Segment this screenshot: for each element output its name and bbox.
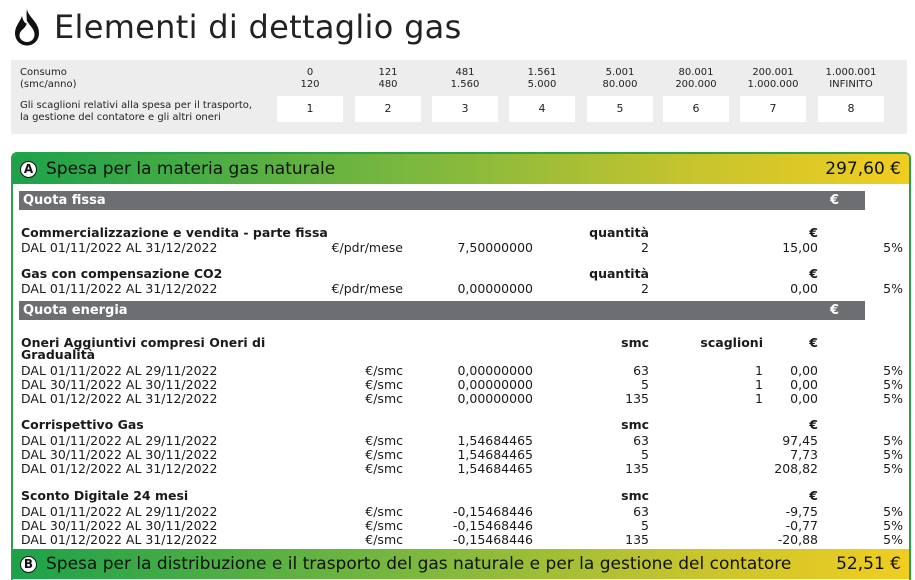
tier-number: 5 (587, 96, 653, 122)
table-row: DAL 01/11/2022 AL 29/11/2022 €/smc 1,54684465 63 97,45 5% (21, 433, 903, 448)
tier-range: 80.001 200.000 (675, 67, 717, 90)
flame-icon (12, 7, 42, 47)
tier-number: 3 (432, 96, 498, 122)
tier-range: 200.001 1.000.000 (747, 67, 799, 90)
section-amount: 52,51 € (836, 554, 901, 574)
section-a-header (13, 154, 909, 184)
page-header (12, 4, 462, 50)
table-row: DAL 01/11/2022 AL 31/12/2022 €/pdr/mese 0,00000000 2 0,00 5% (21, 281, 903, 296)
table-row: DAL 01/11/2022 AL 29/11/2022 €/smc 0,00000000 63 1 0,00 5% (21, 363, 903, 378)
item-header-row: Gas con compensazione CO2 quantità € (21, 266, 818, 281)
tier-number: 6 (663, 96, 729, 122)
item-header-row: Sconto Digitale 24 mesi smc € (21, 488, 818, 503)
page-title: Elementi di dettaglio gas (54, 8, 462, 46)
table-row: DAL 01/11/2022 AL 29/11/2022 €/smc -0,15468446 63 -9,75 5% (21, 504, 903, 519)
item-header-row: Corrispettivo Gas smc € (21, 417, 818, 432)
detail-panel (11, 152, 911, 580)
quota-energia-header: Quota energia € (19, 301, 865, 320)
section-title: Spesa per la materia gas naturale (46, 159, 336, 179)
scaglioni-label: Gli scaglioni relativi alla spesa per il trasporto, la gestione del contatore e gli altri oneri (20, 100, 253, 123)
table-row: DAL 01/11/2022 AL 31/12/2022 €/pdr/mese 7,50000000 2 15,00 5% (21, 240, 903, 255)
section-title: Spesa per la distribuzione e il trasporto del gas naturale e per la gestione del contatore (46, 554, 792, 574)
table-row: DAL 01/12/2022 AL 31/12/2022 €/smc -0,15468446 135 -20,88 5% (21, 532, 903, 547)
table-row: DAL 30/11/2022 AL 30/11/2022 €/smc 1,54684465 5 7,73 5% (21, 447, 903, 462)
tier-range: 481 1.560 (450, 67, 480, 90)
quota-fissa-header: Quota fissa € (19, 191, 865, 210)
section-letter-badge: A (20, 161, 37, 178)
tier-range: 121 480 (378, 67, 398, 90)
tier-number: 8 (818, 96, 884, 122)
tier-number: 2 (355, 96, 421, 122)
table-row: DAL 01/12/2022 AL 31/12/2022 €/smc 0,00000000 135 1 0,00 5% (21, 391, 903, 406)
tier-number: 1 (277, 96, 343, 122)
consumption-tiers-table (11, 60, 907, 134)
tier-range: 1.000.001 INFINITO (825, 67, 877, 90)
item-header-row: Gradualità (21, 347, 96, 362)
section-amount: 297,60 € (825, 159, 901, 179)
table-row: DAL 01/12/2022 AL 31/12/2022 €/smc 1,54684465 135 208,82 5% (21, 461, 903, 476)
item-header-row: Commercializzazione e vendita - parte fissa quantità € (21, 225, 818, 240)
section-b-header (13, 549, 909, 579)
tier-number: 7 (740, 96, 806, 122)
tier-number: 4 (509, 96, 575, 122)
item-header-row: Oneri Aggiuntivi compresi Oneri di smc scaglioni € (21, 335, 818, 350)
tier-range: 1.561 5.000 (527, 67, 557, 90)
tier-range: 5.001 80.000 (602, 67, 638, 90)
consumo-label: Consumo (smc/anno) (20, 67, 77, 90)
table-row: DAL 30/11/2022 AL 30/11/2022 €/smc -0,15468446 5 -0,77 5% (21, 518, 903, 533)
section-letter-badge: B (20, 556, 37, 573)
table-row: DAL 30/11/2022 AL 30/11/2022 €/smc 0,00000000 5 1 0,00 5% (21, 377, 903, 392)
tier-range: 0 120 (300, 67, 320, 90)
